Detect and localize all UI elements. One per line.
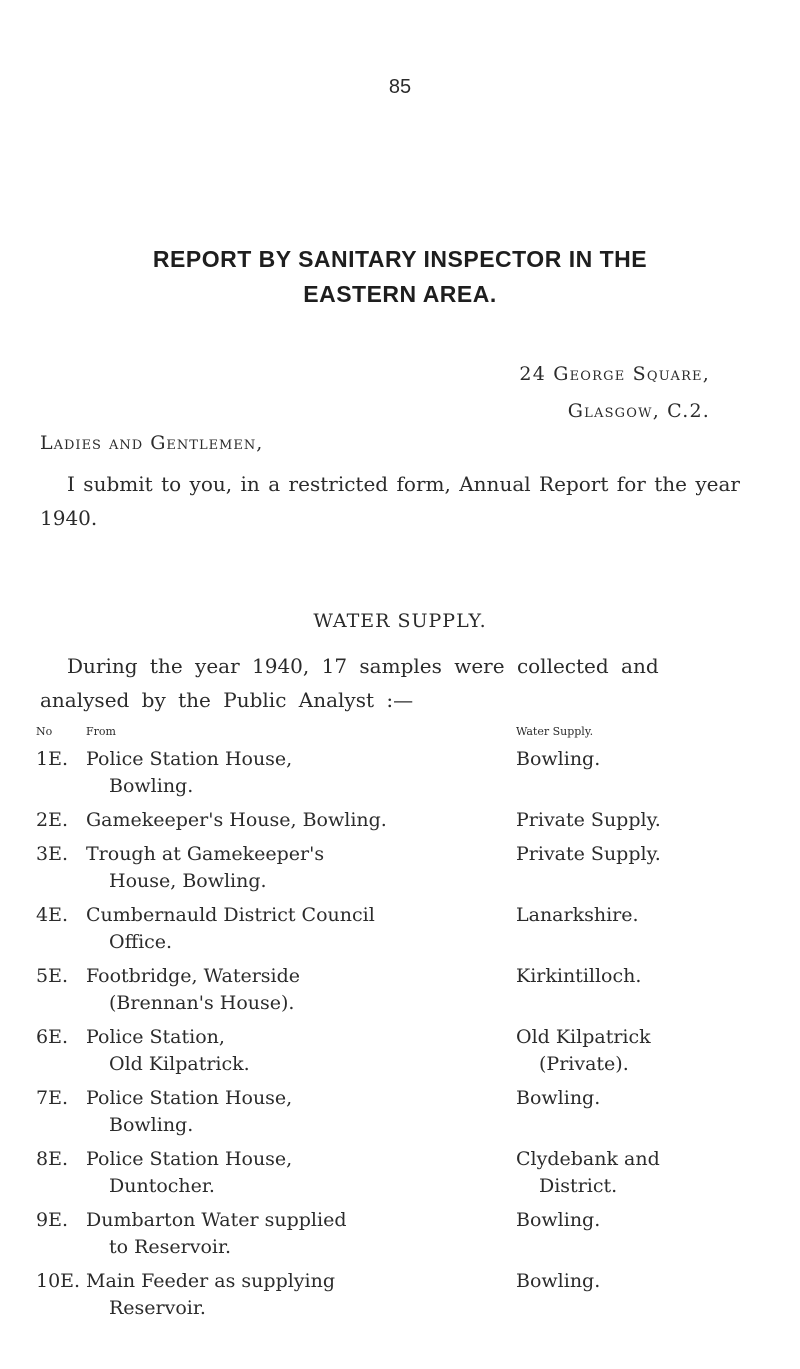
sample-no: 9E. <box>36 1209 68 1231</box>
sample-from-line-2: Old Kilpatrick. <box>109 1053 250 1075</box>
sample-no: 2E. <box>36 809 68 831</box>
sample-from-line-2: Duntocher. <box>109 1175 215 1197</box>
sample-water-supply <box>516 746 756 807</box>
sample-from-line-1: Police Station House, <box>86 748 293 770</box>
water-supply-line-1: Private Supply. <box>516 809 661 831</box>
sample-no: 1E. <box>36 748 68 770</box>
intro-paragraph: I submit to you, in a restricted form, Annual Report for the year 1940. <box>40 472 740 530</box>
water-supply-line-1: Bowling. <box>516 1209 601 1231</box>
sample-from-line-1: Police Station House, <box>86 1087 293 1109</box>
water-supply-line-1: Kirkintilloch. <box>516 965 642 987</box>
report-title-line-1: REPORT BY SANITARY INSPECTOR IN THE <box>152 246 648 272</box>
sample-from-line-1: Footbridge, Waterside <box>86 965 301 987</box>
water-supply-line-1: Bowling. <box>516 1087 601 1109</box>
sample-from <box>86 963 516 1024</box>
sample-no: 3E. <box>36 843 68 865</box>
table-row <box>36 746 756 807</box>
sample-no: 5E. <box>36 965 68 987</box>
water-supply-line-2: District. <box>539 1175 618 1197</box>
water-supply-line-1: Clydebank and <box>516 1148 660 1170</box>
sample-no: 6E. <box>36 1026 68 1048</box>
sample-water-supply <box>516 807 756 841</box>
table-header-row <box>36 725 756 746</box>
table-row <box>36 1085 756 1146</box>
table-row <box>36 1146 756 1207</box>
address-line-1: 24 George Square, <box>519 363 710 385</box>
sample-no: 7E. <box>36 1087 68 1109</box>
section-heading-water-supply: WATER SUPPLY. <box>313 610 487 632</box>
table-row <box>36 1024 756 1085</box>
sample-water-supply <box>516 841 756 902</box>
sample-no: 10E. <box>36 1270 81 1292</box>
table-row <box>36 1207 756 1268</box>
sample-water-supply <box>516 963 756 1024</box>
water-supply-line-1: Lanarkshire. <box>516 904 639 926</box>
table-row <box>36 1268 756 1329</box>
water-supply-line-2: (Private). <box>539 1053 629 1075</box>
sample-water-supply <box>516 902 756 963</box>
sample-from <box>86 1085 516 1146</box>
sample-from <box>86 807 516 841</box>
sample-from-line-2: House, Bowling. <box>109 870 267 892</box>
sample-from <box>86 1024 516 1085</box>
sample-from-line-2: (Brennan's House). <box>109 992 295 1014</box>
sample-from-line-2: Bowling. <box>109 775 194 797</box>
address-line-2: Glasgow, C.2. <box>567 400 710 422</box>
salutation: Ladies and Gentlemen, <box>40 432 264 454</box>
water-supply-line-1: Bowling. <box>516 1270 601 1292</box>
samples-table <box>36 725 756 1329</box>
sample-from-line-1: Police Station House, <box>86 1148 293 1170</box>
sample-from-line-1: Gamekeeper's House, Bowling. <box>86 809 387 831</box>
sample-from-line-2: to Reservoir. <box>109 1236 232 1258</box>
header-no: No <box>36 725 53 738</box>
sample-water-supply <box>516 1146 756 1207</box>
sample-from-line-1: Cumbernauld District Council <box>86 904 375 926</box>
water-supply-line-1: Bowling. <box>516 748 601 770</box>
table-row <box>36 841 756 902</box>
samples-intro-paragraph: During the year 1940, 17 samples were collected and analysed by the Public Analyst :— <box>40 654 659 712</box>
table-row <box>36 807 756 841</box>
sample-water-supply <box>516 1024 756 1085</box>
sample-water-supply <box>516 1268 756 1329</box>
report-title <box>0 242 800 312</box>
sample-from <box>86 1146 516 1207</box>
sample-from <box>86 1207 516 1268</box>
water-supply-line-1: Private Supply. <box>516 843 661 865</box>
page-number: 85 <box>388 76 412 98</box>
header-water-supply: Water Supply. <box>516 725 594 738</box>
sample-from-line-1: Dumbarton Water supplied <box>86 1209 347 1231</box>
sample-from-line-1: Trough at Gamekeeper's <box>86 843 325 865</box>
sample-from-line-2: Bowling. <box>109 1114 194 1136</box>
sample-from-line-1: Police Station, <box>86 1026 225 1048</box>
table-row <box>36 902 756 963</box>
report-title-line-2: EASTERN AREA. <box>303 281 497 307</box>
sample-from <box>86 1268 516 1329</box>
sample-from <box>86 841 516 902</box>
sample-no: 8E. <box>36 1148 68 1170</box>
sample-water-supply <box>516 1085 756 1146</box>
sample-from <box>86 902 516 963</box>
address-block <box>519 356 710 430</box>
table-row <box>36 963 756 1024</box>
sample-from-line-2: Office. <box>109 931 173 953</box>
water-supply-line-1: Old Kilpatrick <box>516 1026 651 1048</box>
sample-water-supply <box>516 1207 756 1268</box>
sample-no: 4E. <box>36 904 68 926</box>
sample-from-line-1: Main Feeder as supplying <box>86 1270 336 1292</box>
header-from: From <box>86 725 116 738</box>
sample-from <box>86 746 516 807</box>
sample-from-line-2: Reservoir. <box>109 1297 206 1319</box>
